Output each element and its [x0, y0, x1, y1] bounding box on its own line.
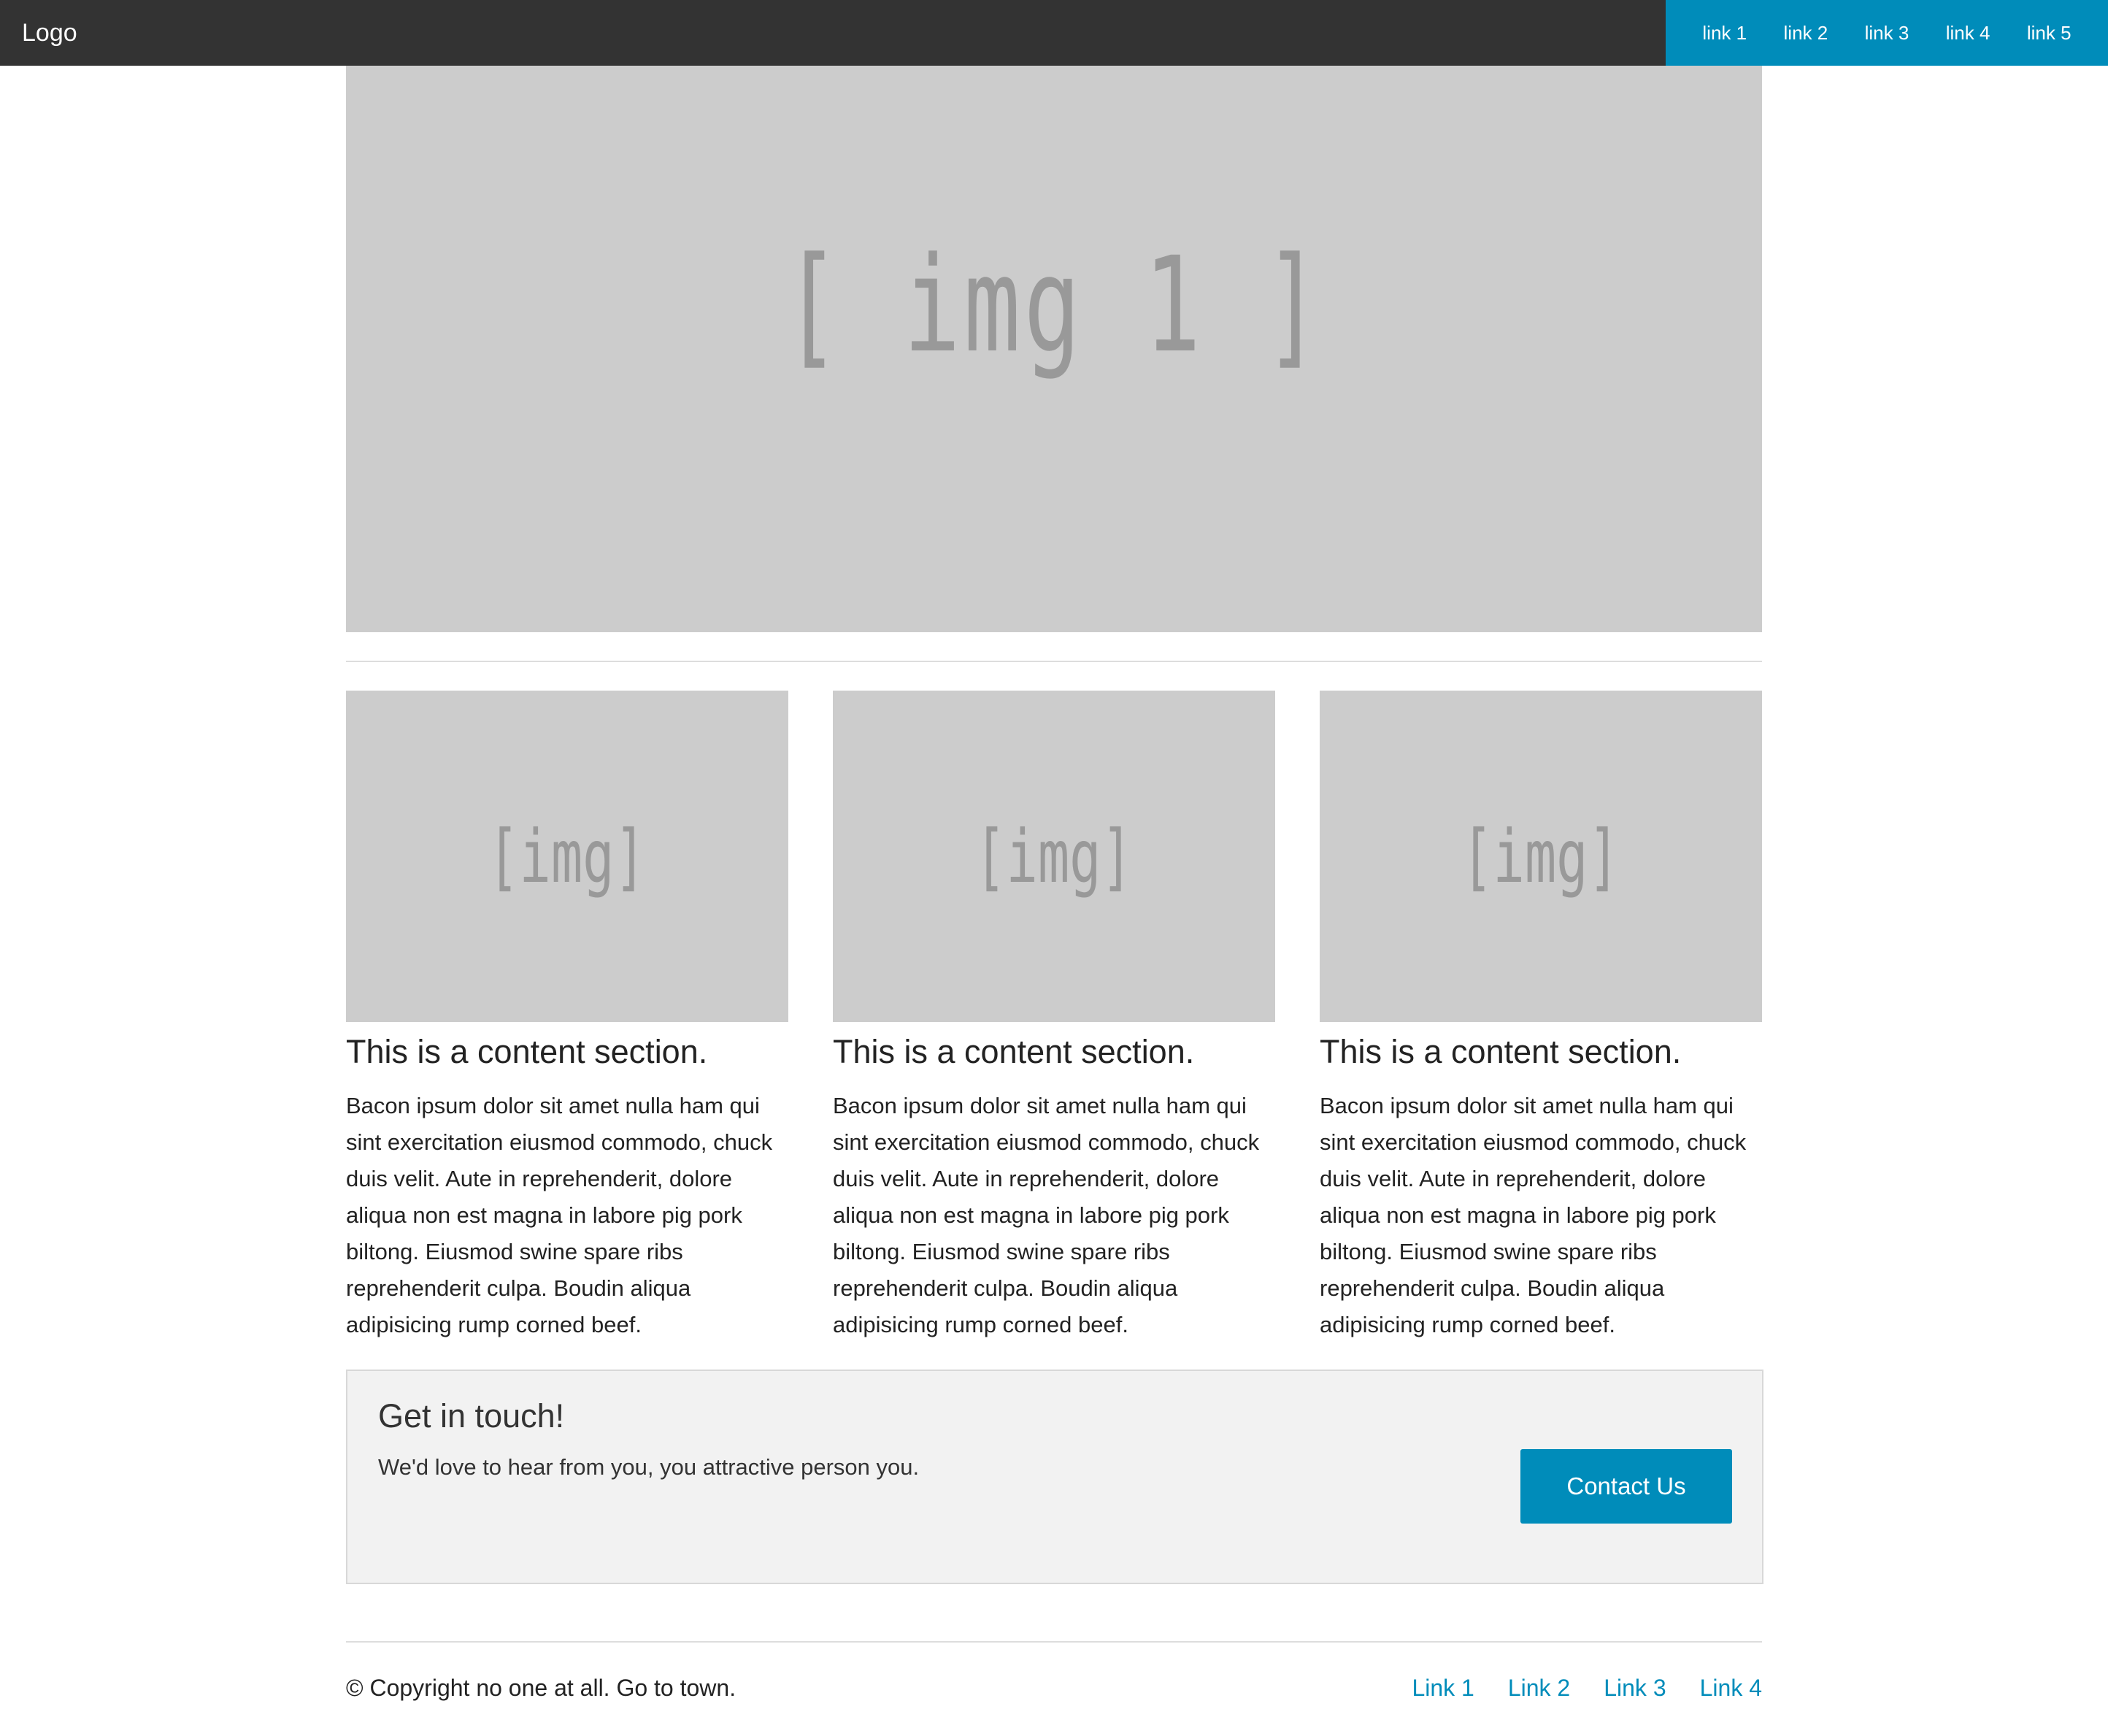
footer-links	[1412, 1672, 1762, 1704]
nav-link-4[interactable]: link 4	[1945, 21, 1990, 44]
logo-link[interactable]: Logo	[22, 19, 77, 47]
section-divider	[346, 661, 1762, 662]
footer-link-4[interactable]: Link 4	[1699, 1675, 1762, 1701]
card-image-label: [img]	[1461, 813, 1620, 899]
card-text: Bacon ipsum dolor sit amet nulla ham qui sint exercitation eiusmod commodo, chuck duis velit. Aute in reprehenderit, dolore aliqua non est magna in labore pig pork biltong. Eiusmod swine spare ribs reprehenderit culpa. Boudin aliqua adipisicing rump corned beef.	[346, 1093, 773, 1337]
footer-copyright: © Copyright no one at all. Go to town.	[346, 1675, 736, 1701]
card-image-label: [img]	[974, 813, 1134, 899]
nav-link-5[interactable]: link 5	[2026, 21, 2072, 44]
footer-link-3[interactable]: Link 3	[1604, 1675, 1666, 1701]
nav-link-3[interactable]: link 3	[1864, 21, 1909, 44]
card-image-placeholder	[1320, 691, 1762, 1022]
card-image-label: [img]	[488, 813, 647, 899]
hero-image-placeholder	[346, 66, 1762, 632]
main-nav	[1666, 0, 2108, 66]
footer-link-2[interactable]: Link 2	[1507, 1675, 1571, 1701]
card-image-placeholder	[833, 691, 1275, 1022]
card-text: Bacon ipsum dolor sit amet nulla ham qui sint exercitation eiusmod commodo, chuck duis velit. Aute in reprehenderit, dolore aliqua non est magna in labore pig pork biltong. Eiusmod swine spare ribs reprehenderit culpa. Boudin aliqua adipisicing rump corned beef.	[833, 1093, 1260, 1337]
contact-panel	[346, 1370, 1763, 1584]
card-image-placeholder	[346, 691, 788, 1022]
card-title: This is a content section.	[346, 1033, 708, 1070]
nav-link-2[interactable]: link 2	[1783, 21, 1828, 44]
card-title: This is a content section.	[833, 1033, 1195, 1070]
content-card-3	[1320, 691, 1762, 1343]
card-title: This is a content section.	[1320, 1033, 1682, 1070]
hero-image-label: [ img 1 ]	[783, 228, 1325, 382]
contact-us-button[interactable]: Contact Us	[1520, 1449, 1732, 1524]
contact-panel-title: Get in touch!	[378, 1397, 565, 1434]
card-text: Bacon ipsum dolor sit amet nulla ham qui sint exercitation eiusmod commodo, chuck duis velit. Aute in reprehenderit, dolore aliqua non est magna in labore pig pork biltong. Eiusmod swine spare ribs reprehenderit culpa. Boudin aliqua adipisicing rump corned beef.	[1320, 1093, 1747, 1337]
content-card-1	[346, 691, 788, 1343]
nav-link-1[interactable]: link 1	[1702, 21, 1747, 44]
top-bar	[0, 0, 2108, 66]
contact-panel-text: We'd love to hear from you, you attractive person you.	[378, 1454, 920, 1480]
content-card-2	[833, 691, 1275, 1343]
footer-divider	[346, 1641, 1762, 1643]
footer-link-1[interactable]: Link 1	[1412, 1675, 1474, 1701]
